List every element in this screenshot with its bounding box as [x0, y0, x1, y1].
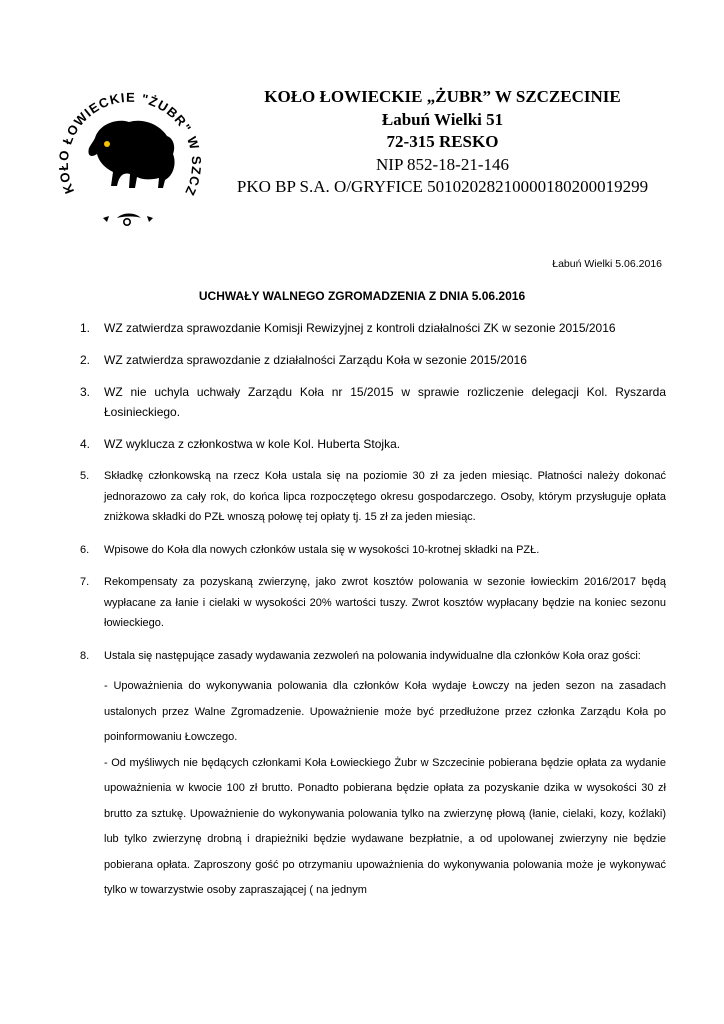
document-date: Łabuń Wielki 5.06.2016: [552, 258, 662, 270]
item-text: WZ zatwierdza sprawozdanie Komisji Rewizyjnej z kontroli działalności ZK w sezonie 2015/2016: [104, 321, 616, 335]
item-text: Rekompensaty za pozyskaną zwierzynę, jako zwrot kosztów polowania w sezonie łowieckim 2016/2017 będą wypłacane za łanie i cielaki w wysokości 20% wartości tuszy. Zwrot kosztów wypłacany będzie na koniec sezonu łowieckiego.: [104, 576, 666, 629]
club-postal: 72-315 RESKO: [386, 132, 499, 151]
document-title: UCHWAŁY WALNEGO ZGROMADZENIA Z DNIA 5.06.2016: [198, 289, 526, 303]
club-bank-account: PKO BP S.A. O/GRYFICE 50102028210000180200019299: [236, 177, 649, 196]
item-text: WZ wyklucza z członkostwa w kole Kol. Huberta Stojka.: [104, 437, 401, 451]
list-item: [80, 434, 666, 454]
item-text: WZ nie uchyla uchwały Zarządu Koła nr 15/2015 w sprawie rozliczenie delegacji Kol. Ryszarda Łosinieckiego.: [104, 385, 666, 419]
item-number: 6.: [80, 543, 90, 556]
list-item: [80, 646, 666, 667]
sub-paragraphs: [104, 674, 666, 904]
sub-paragraph: - Od myśliwych nie będących członkami Koła Łowieckiego Żubr w Szczecinie pobierana będzie opłata za wydanie upoważnienia w kwocie 100 zł brutto. Ponadto pobierana będzie opłata za pozyskanie dzika w wysokości 30 zł brutto za sztukę. Upoważnienie do wykonywania polowania tylko na zwierzynę płową (łanie, cielaki, kozy, koźlaki) lub tylko zwierzynę drobną i drapieżniki będzie wydawane bezpłatnie, a od upolowanej zwierzyny nie będzie pobierana opłata. Zaproszony gość po otrzymaniu upoważnienia do wykonywania polowania może je wykonywać tylko w towarzystwie osoby zapraszającej ( na jednym: [104, 756, 666, 896]
item-number: 3.: [80, 385, 91, 399]
item-number: 7.: [80, 576, 90, 588]
club-nip: NIP 852-18-21-146: [376, 154, 509, 174]
item-text: Ustala się następujące zasady wydawania zezwoleń na polowania indywidualne dla członków Koła oraz gości:: [104, 649, 641, 662]
list-item: [80, 540, 666, 561]
letterhead: [210, 86, 675, 199]
list-item: [80, 382, 666, 422]
resolutions-list: [80, 318, 666, 904]
club-address: Łabuń Wielki 51: [381, 109, 504, 129]
list-item: [80, 572, 666, 634]
item-number: 4.: [80, 437, 91, 451]
item-text: WZ zatwierdza sprawozdanie z działalności Zarządu Koła w sezonie 2015/2016: [104, 353, 527, 367]
item-number: 8.: [80, 649, 90, 662]
list-item: [80, 350, 666, 370]
logo-ring-text: KOŁO ŁOWIECKIE "ŻUBR" W SZCZ: [55, 89, 205, 199]
club-name: KOŁO ŁOWIECKIE „ŻUBR” W SZCZECINIE: [264, 87, 621, 106]
item-number: 5.: [80, 470, 90, 482]
item-number: 2.: [80, 353, 91, 367]
bison-emblem-icon: [55, 78, 205, 238]
sub-paragraph: - Upoważnienia do wykonywania polowania dla członków Koła wydaje Łowczy na jeden sezon na zasadach ustalonych przez Walne Zgromadzenie. Upoważnienie może być przedłużone przez członka Zarządu Koła po poinformowaniu Łowczego.: [104, 680, 666, 743]
list-item: [80, 318, 666, 338]
item-number: 1.: [80, 321, 91, 335]
item-text: Składkę członkowską na rzecz Koła ustala się na poziomie 30 zł za jeden miesiąc. Płatności należy dokonać jednorazowo za cały rok, do końca lipca rozpoczętego okresu gospodarczego. Osoby, którym przysługuje opłata zniżkowa składki do PZŁ wnoszą połowę tej opłaty tj. 15 zł za jeden miesiąc.: [104, 470, 666, 523]
item-text: Wpisowe do Koła dla nowych członków ustala się w wysokości 10-krotnej składki na PZŁ.: [104, 543, 540, 556]
club-logo: [55, 78, 205, 238]
list-item: [80, 466, 666, 528]
